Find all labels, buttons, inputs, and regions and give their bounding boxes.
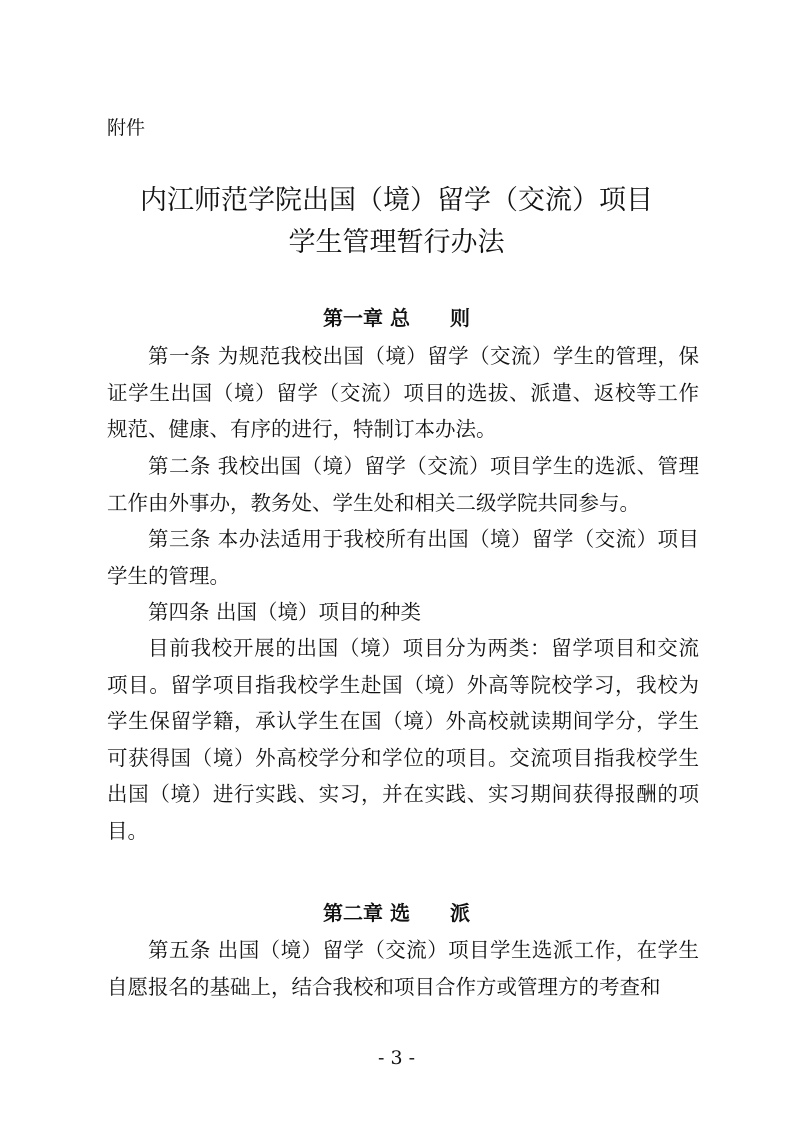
page-number: - 3 - (377, 1047, 415, 1069)
chapter-1-heading: 第一章 总 则 (323, 306, 470, 330)
attachment-label: 附件 (107, 117, 146, 139)
article-5: 第五条 出国（境）留学（交流）项目学生选派工作，在学生自愿报名的基础上，结合我校和项目合作方或管理方的考查和 (107, 938, 699, 999)
document-title-line-2: 学生管理暂行办法 (288, 227, 505, 258)
article-1: 第一条 为规范我校出国（境）留学（交流）学生的管理，保证学生出国（境）留学（交流）项目的选拔、派遣、返校等工作规范、健康、有序的进行，特制订本办法。 (107, 344, 699, 441)
article-4: 第四条 出国（境）项目的种类 (148, 600, 422, 624)
document-title-line-1: 内江师范学院出国（境）留学（交流）项目 (140, 185, 653, 216)
article-3: 第三条 本办法适用于我校所有出国（境）留学（交流）项目学生的管理。 (107, 527, 699, 588)
article-2: 第二条 我校出国（境）留学（交流）项目学生的选派、管理工作由外事办，教务处、学生处和相关二级学院共同参与。 (107, 454, 699, 515)
article-4-content: 目前我校开展的出国（境）项目分为两类：留学项目和交流项目。留学项目指我校学生赴国（境）外高等院校学习，我校为学生保留学籍，承认学生在国（境）外高校就读期间学分，学生可获得国（境）外高校学分和学位的项目。交流项目指我校学生出国（境）进行实践、实习，并在实践、实习期间获得报酬的项目。 (107, 636, 699, 843)
chapter-2-heading: 第二章 选 派 (323, 901, 470, 925)
